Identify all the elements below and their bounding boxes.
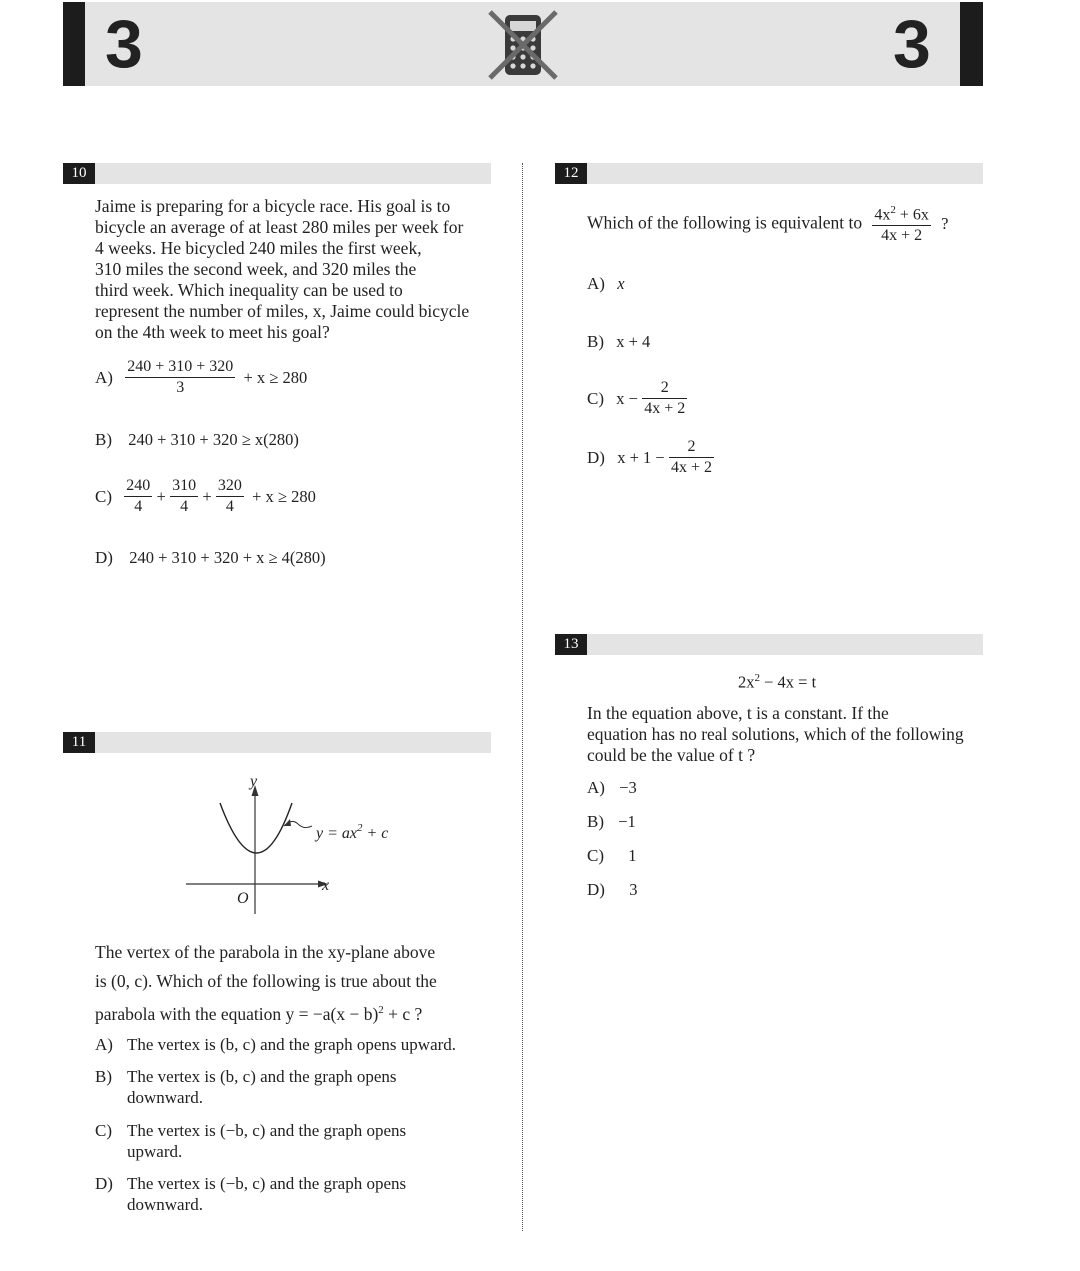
- q12-option-b[interactable]: [587, 331, 650, 352]
- q12-option-b-text: x + 4: [616, 332, 651, 351]
- q11-stem-exponent: 2: [378, 1004, 384, 1016]
- q13-option-a-text: −3: [619, 778, 637, 797]
- q11-stem-line-3: [95, 996, 515, 1029]
- q11-stem-equation: parabola with the equation y = −a(x − b): [95, 1003, 379, 1024]
- q12-header-bar: [555, 163, 983, 184]
- q11-option-d-label: D): [95, 1174, 113, 1193]
- q10-option-c-fraction-2: [170, 476, 198, 517]
- q11-graph-equation-tail: + c: [362, 825, 389, 842]
- q12-option-c-fraction: [642, 378, 687, 419]
- q12-option-c[interactable]: [587, 378, 687, 419]
- q10-option-b-text: 240 + 310 + 320 ≥ x(280): [128, 430, 299, 449]
- q11-stem-line-1: The vertex of the parabola in the xy-plane above: [95, 942, 436, 962]
- q12-option-a-text: x: [617, 274, 625, 293]
- q12-option-d[interactable]: [587, 437, 714, 478]
- q10-option-a-denominator: 3: [176, 379, 185, 396]
- q10-c-num-2: 310: [170, 476, 198, 497]
- q12-num-a: 4x: [874, 206, 891, 224]
- q10-option-c-fraction-1: [124, 476, 152, 517]
- q10-stem-line: third week. Which inequality can be used to: [95, 280, 403, 300]
- q11-option-a[interactable]: [95, 1034, 515, 1055]
- q12-option-d-fraction: [669, 437, 714, 478]
- q13-option-c-text: 1: [628, 846, 637, 865]
- q13-option-d-text: 3: [629, 880, 638, 899]
- q12-stem-text: Which of the following is equivalent to: [587, 212, 863, 233]
- q12-option-d-denominator: 4x + 2: [670, 459, 712, 476]
- q10-c-den-2: 4: [180, 498, 189, 515]
- q13-stem-line: In the equation above, t is a constant. If the: [587, 703, 889, 723]
- q13-option-b-text: −1: [618, 812, 636, 831]
- q13-header-bar: [555, 634, 983, 655]
- q12-option-d-prefix: x + 1 −: [617, 448, 665, 467]
- q10-option-a-tail: + x ≥ 280: [243, 368, 308, 387]
- svg-text:y = ax2 + c: [314, 822, 388, 842]
- q11-option-a-text: The vertex is (b, c) and the graph opens upward.: [127, 1035, 457, 1054]
- q11-option-a-label: A): [95, 1035, 113, 1054]
- q13-option-a[interactable]: [587, 777, 637, 798]
- q13-option-d-label: D): [587, 880, 605, 899]
- q13-stem-line: could be the value of t ?: [587, 745, 756, 765]
- q12-option-c-label: C): [587, 389, 604, 408]
- q11-option-c-text-1: The vertex is (−b, c) and the graph opens: [127, 1121, 407, 1140]
- q11-graph-equation: y = ax: [316, 825, 357, 842]
- q12-stem-fraction: [872, 200, 931, 246]
- q11-option-c-text-2: upward.: [127, 1142, 183, 1161]
- q13-equation: [738, 672, 816, 693]
- q10-option-c[interactable]: [95, 476, 316, 517]
- q12-option-d-label: D): [587, 448, 605, 467]
- q11-option-d-text-2: downward.: [127, 1195, 204, 1214]
- q12-option-c-denominator: 4x + 2: [644, 400, 686, 417]
- q10-option-b[interactable]: [95, 429, 299, 450]
- q11-stem-tail: + c ?: [383, 1003, 423, 1024]
- q10-option-c-fraction-3: [216, 476, 244, 517]
- header-left-bar: [63, 2, 85, 86]
- q11-option-d[interactable]: [95, 1173, 515, 1214]
- q10-stem-line: Jaime is preparing for a bicycle race. His goal is to: [95, 196, 451, 216]
- q12-option-c-prefix: x −: [616, 389, 638, 408]
- no-calculator-icon: [486, 8, 560, 82]
- q10-stem-line: 4 weeks. He bicycled 240 miles the first week,: [95, 238, 422, 258]
- q10-option-d-label: D): [95, 548, 113, 567]
- q11-graph-y-label: y: [250, 773, 258, 790]
- q12-stem-denominator: 4x + 2: [881, 227, 923, 245]
- q10-header-bar: [63, 163, 491, 184]
- q13-stem-line: equation has no real solutions, which of the following: [587, 724, 964, 744]
- q12-option-c-numerator: 2: [642, 378, 687, 399]
- q13-equation-b: − 4x = t: [760, 672, 817, 692]
- q10-option-d-text: 240 + 310 + 320 + x ≥ 4(280): [129, 548, 326, 567]
- q12-stem: [587, 200, 948, 246]
- q10-option-a-fraction: [125, 357, 235, 398]
- q11-option-b-text-2: downward.: [127, 1088, 204, 1107]
- q10-option-b-label: B): [95, 430, 112, 449]
- q11-option-b-label: B): [95, 1067, 112, 1086]
- q13-option-d[interactable]: [587, 879, 637, 900]
- q13-equation-a: 2x: [738, 672, 755, 692]
- q12-stem-question-mark: ?: [941, 213, 949, 233]
- q10-option-a[interactable]: [95, 357, 307, 398]
- q13-option-c-label: C): [587, 846, 604, 865]
- q10-c-plus-2: +: [202, 487, 212, 506]
- q11-option-c[interactable]: [95, 1120, 515, 1161]
- q10-option-a-numerator: 240 + 310 + 320: [125, 357, 235, 378]
- q11-option-b-text-1: The vertex is (b, c) and the graph opens: [127, 1067, 397, 1086]
- q10-c-den-3: 4: [225, 498, 234, 515]
- q12-number: 12: [555, 163, 587, 184]
- q10-option-c-label: C): [95, 487, 112, 506]
- section-number-left: 3: [105, 6, 143, 82]
- q10-c-num-1: 240: [124, 476, 152, 497]
- q11-option-c-label: C): [95, 1121, 112, 1140]
- q12-option-b-label: B): [587, 332, 604, 351]
- q12-option-d-numerator: 2: [669, 437, 714, 458]
- q12-option-a-label: A): [587, 274, 605, 293]
- q10-stem-line: 310 miles the second week, and 320 miles the: [95, 259, 417, 279]
- q12-stem-numerator: [872, 200, 931, 226]
- section-number-right: 3: [893, 6, 931, 82]
- q13-stem: [587, 703, 987, 766]
- q13-option-b-label: B): [587, 812, 604, 831]
- q10-c-plus-1: +: [156, 487, 166, 506]
- q11-number: 11: [63, 732, 95, 753]
- q10-c-den-1: 4: [134, 498, 143, 515]
- q11-stem-line-2: is (0, c). Which of the following is true about the: [95, 971, 437, 991]
- q12-num-b: + 6x: [895, 206, 929, 224]
- q13-option-c[interactable]: [587, 845, 637, 866]
- q10-c-num-3: 320: [216, 476, 244, 497]
- q13-number: 13: [555, 634, 587, 655]
- q11-option-d-text-1: The vertex is (−b, c) and the graph opens: [127, 1174, 407, 1193]
- q10-stem: [95, 196, 515, 343]
- q10-stem-line: represent the number of miles, x, Jaime could bicycle: [95, 301, 470, 321]
- q11-graph-origin-label: O: [237, 890, 249, 907]
- q13-option-a-label: A): [587, 778, 605, 797]
- column-divider: [522, 163, 523, 1231]
- q10-number: 10: [63, 163, 95, 184]
- q11-header-bar: [63, 732, 491, 753]
- q12-option-a[interactable]: [587, 273, 625, 294]
- q10-stem-line: on the 4th week to meet his goal?: [95, 322, 330, 342]
- q11-parabola-graph: [180, 768, 420, 918]
- q10-option-d[interactable]: [95, 547, 326, 568]
- q10-stem-line: bicycle an average of at least 280 miles per week for: [95, 217, 464, 237]
- q12-num-exponent: 2: [890, 204, 896, 216]
- q13-equation-exponent: 2: [754, 672, 760, 684]
- q11-stem: [95, 938, 515, 1029]
- q11-graph-equation-exponent: 2: [357, 822, 363, 834]
- q11-graph-x-label: x: [322, 877, 330, 894]
- q10-option-a-label: A): [95, 368, 113, 387]
- q11-option-b[interactable]: [95, 1066, 515, 1107]
- q13-option-b[interactable]: [587, 811, 636, 832]
- header-right-bar: [960, 2, 983, 86]
- q10-option-c-tail: + x ≥ 280: [252, 487, 316, 506]
